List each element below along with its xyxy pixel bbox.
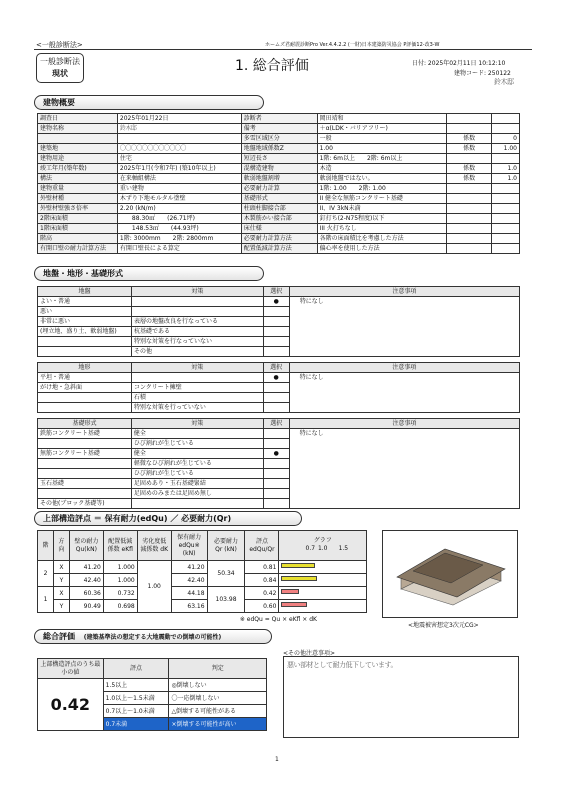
overview-label: 木製筋かい接合部 bbox=[241, 214, 317, 224]
overview-label: 建物用途 bbox=[38, 154, 118, 164]
cg-caption: <地震被害想定3次元CG> bbox=[408, 622, 479, 629]
overview-value: II、IV 3kN未満 bbox=[317, 204, 447, 214]
soil-row bbox=[38, 297, 520, 307]
section-overview: 建物概要 bbox=[34, 95, 264, 110]
graph-tick: 1.0 bbox=[317, 545, 328, 552]
foundation-header: 基礎形式 bbox=[38, 419, 132, 429]
eval-range: 0.7未満 bbox=[103, 718, 169, 731]
overview-row bbox=[38, 184, 520, 194]
score-qu: 41.20 bbox=[69, 561, 103, 574]
foundation-condition bbox=[38, 489, 132, 499]
overview-row bbox=[38, 244, 520, 254]
soil-note: 特になし bbox=[289, 297, 519, 357]
terrain-condition: 平坦・普通 bbox=[38, 373, 132, 383]
terrain-condition bbox=[38, 393, 132, 403]
foundation-select bbox=[263, 489, 289, 499]
overview-coef-label: 係数 bbox=[447, 164, 492, 174]
terrain-header: 地形 bbox=[38, 363, 132, 373]
score-header: 劣化度低減係数 dK bbox=[137, 531, 171, 561]
soil-select bbox=[263, 337, 289, 347]
foundation-measure: ひび割れが生じている bbox=[131, 469, 263, 479]
overview-label: 多雪区域区分 bbox=[241, 134, 317, 144]
overview-coef-label: 係数 bbox=[447, 134, 492, 144]
soil-measure bbox=[131, 307, 263, 317]
eval-range: 1.5以上 bbox=[103, 679, 169, 692]
foundation-condition bbox=[38, 439, 132, 449]
other-notes-title: <その他注意事項> bbox=[283, 650, 336, 657]
score-graph bbox=[279, 587, 367, 600]
method-badge bbox=[36, 53, 84, 83]
score-edqu: 44.18 bbox=[171, 587, 207, 600]
min-label: 上部構造評点のうち最小の値 bbox=[38, 659, 104, 679]
overview-coef-value bbox=[492, 214, 520, 224]
score-bar bbox=[281, 563, 315, 568]
foundation-condition: 鉄筋コンクリート基礎 bbox=[38, 429, 132, 439]
score-floor: 2 bbox=[38, 561, 54, 587]
overview-label: 配置低減計算方法 bbox=[241, 244, 317, 254]
terrain-select-header: 選択 bbox=[263, 363, 289, 373]
overview-value: 住宅 bbox=[117, 154, 241, 164]
terrain-row bbox=[38, 373, 520, 383]
eval-title: 総合評価 bbox=[43, 632, 75, 641]
overview-coef-label bbox=[447, 114, 492, 124]
overview-label: 必要耐力計算 bbox=[241, 184, 317, 194]
soil-measure: 杭基礎である bbox=[131, 327, 263, 337]
score-header: 配置低減係数 eKfl bbox=[103, 531, 137, 561]
overview-value: 2.20 (kN/m) bbox=[117, 204, 241, 214]
score-floor: 1 bbox=[38, 587, 54, 613]
foundation-measure: 足固めあり・玉石基礎緊結 bbox=[131, 479, 263, 489]
foundation-note: 特になし bbox=[289, 429, 519, 509]
section-score: 上部構造評点 ＝ 保有耐力(edQu) ／ 必要耐力(Qr) bbox=[34, 511, 302, 526]
overview-coef-value bbox=[492, 224, 520, 234]
score-qu: 42.40 bbox=[69, 574, 103, 587]
foundation-select bbox=[263, 479, 289, 489]
foundation-table bbox=[37, 418, 520, 509]
ground-table-wrap bbox=[37, 286, 520, 509]
soil-condition bbox=[38, 337, 132, 347]
overview-row bbox=[38, 204, 520, 214]
soil-select bbox=[263, 347, 289, 357]
date-label: 日付: 2025年02月11日 10:12:10 bbox=[412, 60, 506, 67]
eval-subtitle: (建築基準法の想定する大地震動での倒壊の可能性) bbox=[83, 634, 222, 641]
terrain-measure: コンクリート擁壁 bbox=[131, 383, 263, 393]
overview-coef-value bbox=[492, 194, 520, 204]
soil-measure-header: 対策 bbox=[131, 287, 263, 297]
score-bar bbox=[281, 589, 299, 594]
overview-label bbox=[38, 134, 118, 144]
terrain-measure bbox=[131, 373, 263, 383]
other-notes-text: 悪い部材として耐力低下しています。 bbox=[287, 661, 397, 669]
score-header: 方向 bbox=[53, 531, 69, 561]
foundation-measure: ひび割れが生じている bbox=[131, 439, 263, 449]
score-qr: 50.34 bbox=[207, 561, 245, 587]
3d-cg-image bbox=[382, 530, 518, 618]
soil-select bbox=[263, 327, 289, 337]
soil-condition bbox=[38, 347, 132, 357]
overview-coef-label bbox=[447, 244, 492, 254]
score-qr: 103.98 bbox=[207, 587, 245, 613]
overview-label: 1階床面積 bbox=[38, 224, 118, 234]
foundation-row bbox=[38, 429, 520, 439]
score-row bbox=[38, 561, 367, 574]
score-graph bbox=[279, 600, 367, 613]
terrain-measure: 石積 bbox=[131, 393, 263, 403]
overview-row bbox=[38, 154, 520, 164]
overview-value: 1階: 1.00 2階: 1.00 bbox=[317, 184, 447, 194]
overview-label: 必要耐力計算方法 bbox=[241, 234, 317, 244]
overview-value: 在来軸組構法 bbox=[117, 174, 241, 184]
foundation-select bbox=[263, 469, 289, 479]
overview-row bbox=[38, 224, 520, 234]
building-code: 建物コード: 250122 bbox=[454, 70, 511, 77]
eval-table bbox=[37, 658, 267, 731]
score-value: 0.84 bbox=[245, 574, 279, 587]
score-qu: 60.36 bbox=[69, 587, 103, 600]
score-edqu: 63.16 bbox=[171, 600, 207, 613]
soil-select: ● bbox=[263, 297, 289, 307]
foundation-condition bbox=[38, 469, 132, 479]
soil-select bbox=[263, 307, 289, 317]
foundation-select bbox=[263, 429, 289, 439]
overview-coef-label bbox=[447, 224, 492, 234]
score-row bbox=[38, 587, 367, 600]
overview-label: 軟弱地盤割増 bbox=[241, 174, 317, 184]
terrain-select bbox=[263, 403, 289, 413]
overview-row bbox=[38, 124, 520, 134]
overview-coef-value bbox=[492, 234, 520, 244]
score-dir: Y bbox=[53, 600, 69, 613]
overview-value: 有開口壁長による算定 bbox=[117, 244, 241, 254]
overview-row bbox=[38, 164, 520, 174]
overview-value: 2025年1月(令和7年) (築10年以上) bbox=[117, 164, 241, 174]
overview-label: 竣工年月(築年数) bbox=[38, 164, 118, 174]
eval-judge: 〇一応倒壊しない bbox=[169, 692, 267, 705]
foundation-condition: 無筋コンクリート基礎 bbox=[38, 449, 132, 459]
score-graph bbox=[279, 561, 367, 574]
software-label: ホームズ君耐震診断Pro Ver.4.4.2.2 (一財)日本建築防災協会 P評価12-改3-W bbox=[265, 42, 440, 48]
foundation-measure bbox=[131, 499, 263, 509]
soil-condition: 悪い bbox=[38, 307, 132, 317]
score-ekfl: 1.000 bbox=[103, 574, 137, 587]
soil-select-header: 選択 bbox=[263, 287, 289, 297]
soil-measure bbox=[131, 297, 263, 307]
score-value: 0.60 bbox=[245, 600, 279, 613]
eval-judge: ◎倒壊しない bbox=[169, 679, 267, 692]
terrain-measure: 特別な対策を行っていない bbox=[131, 403, 263, 413]
eval-row bbox=[38, 679, 267, 692]
score-ekfl: 1.000 bbox=[103, 561, 137, 574]
overview-value: 2025年01月22日 bbox=[117, 114, 241, 124]
foundation-measure-header: 対策 bbox=[131, 419, 263, 429]
graph-tick: 1.5 bbox=[338, 545, 349, 552]
overview-coef-label bbox=[447, 214, 492, 224]
section-ground: 地盤・地形・基礎形式 bbox=[34, 266, 264, 281]
overview-row bbox=[38, 174, 520, 184]
overview-label: 地盤地域係数Z bbox=[241, 144, 317, 154]
overview-value: II 健全な無筋コンクリート基礎 bbox=[317, 194, 447, 204]
soil-measure: その他 bbox=[131, 347, 263, 357]
overview-label: 構法 bbox=[38, 174, 118, 184]
soil-condition: よい・普通 bbox=[38, 297, 132, 307]
overview-value: 重い建物 bbox=[117, 184, 241, 194]
overview-value bbox=[117, 134, 241, 144]
foundation-measure: 健全 bbox=[131, 449, 263, 459]
terrain-select: ● bbox=[263, 373, 289, 383]
overview-value: 釘打ち(2-N75程度)以下 bbox=[317, 214, 447, 224]
score-dir: X bbox=[53, 561, 69, 574]
overview-label: 混構造建物 bbox=[241, 164, 317, 174]
score-graph bbox=[279, 574, 367, 587]
overview-value: 148.53㎡ (44.93坪) bbox=[117, 224, 241, 234]
overview-value: 岡田靖和 bbox=[317, 114, 447, 124]
overview-value: 1階: 6m以上 2階: 6m以上 bbox=[317, 154, 447, 164]
overview-value: 〇〇〇〇〇〇〇〇〇〇〇〇 bbox=[117, 144, 241, 154]
overview-coef-label bbox=[447, 234, 492, 244]
overview-value: 木ずり下地モルタル塗壁 bbox=[117, 194, 241, 204]
overview-value: 軟弱地盤ではない。 bbox=[317, 174, 447, 184]
score-bar bbox=[281, 576, 316, 581]
foundation-select bbox=[263, 439, 289, 449]
overview-value: III 火打ちなし bbox=[317, 224, 447, 234]
foundation-measure: 足固めのみまたは足固め無し bbox=[131, 489, 263, 499]
overview-label: 調査日 bbox=[38, 114, 118, 124]
overview-row bbox=[38, 194, 520, 204]
overview-coef-value: 1.0 bbox=[492, 164, 520, 174]
overview-label: 外壁材壁強さ倍率 bbox=[38, 204, 118, 214]
graph-tick: 0.7 bbox=[305, 545, 316, 552]
overview-coef-value bbox=[492, 114, 520, 124]
overview-table bbox=[37, 113, 520, 254]
overview-value: 各階の床面積比を考慮した方法 bbox=[317, 234, 447, 244]
overview-label: 床仕様 bbox=[241, 224, 317, 234]
eval-table-wrap bbox=[37, 658, 267, 731]
terrain-table bbox=[37, 362, 520, 413]
overview-value: 88.30㎡ (26.71坪) bbox=[117, 214, 241, 224]
section-eval bbox=[34, 629, 272, 644]
overview-coef-label bbox=[447, 124, 492, 134]
overview-label: 診断者 bbox=[241, 114, 317, 124]
overview-label: 建築地 bbox=[38, 144, 118, 154]
overview-label: 有開口壁の耐力計算方法 bbox=[38, 244, 118, 254]
soil-condition: 非常に悪い bbox=[38, 317, 132, 327]
overview-value: 1.00 bbox=[317, 144, 447, 154]
terrain-condition bbox=[38, 403, 132, 413]
overview-label: 基礎形式 bbox=[241, 194, 317, 204]
overview-coef-label bbox=[447, 184, 492, 194]
page-title: 1. 総合評価 bbox=[235, 58, 309, 74]
score-bar bbox=[281, 602, 306, 607]
overview-label: 外壁材種 bbox=[38, 194, 118, 204]
score-row bbox=[38, 600, 367, 613]
overview-table-wrap bbox=[37, 113, 520, 254]
graph-title: グラフ bbox=[313, 537, 332, 544]
score-header: 階 bbox=[38, 531, 54, 561]
score-edqu: 42.40 bbox=[171, 574, 207, 587]
overview-row bbox=[38, 234, 520, 244]
overview-value: 1階: 3000mm 2階: 2800mm bbox=[117, 234, 241, 244]
overview-row bbox=[38, 134, 520, 144]
score-table-wrap bbox=[37, 530, 367, 623]
foundation-measure: 軽微なひび割れが生じている bbox=[131, 459, 263, 469]
overview-label: 建物名称 bbox=[38, 124, 118, 134]
score-header: 壁の耐力 Qu(kN) bbox=[69, 531, 103, 561]
soil-note-header: 注意事項 bbox=[289, 287, 519, 297]
foundation-select bbox=[263, 499, 289, 509]
overview-coef-label: 係数 bbox=[447, 144, 492, 154]
page-number: 1 bbox=[275, 756, 279, 763]
other-notes-box bbox=[283, 656, 519, 738]
overview-value: 一般 bbox=[317, 134, 447, 144]
overview-coef-value: 0 bbox=[492, 134, 520, 144]
score-formula: ※ edQu = Qu × eKfl × dK bbox=[239, 616, 317, 623]
terrain-measure-header: 対策 bbox=[131, 363, 263, 373]
eval-judge-header: 判定 bbox=[169, 659, 267, 679]
eval-score-header: 評点 bbox=[103, 659, 169, 679]
overview-label: 短辺長さ bbox=[241, 154, 317, 164]
category-label: <一般診断法> bbox=[36, 41, 83, 49]
overview-label: 階高 bbox=[38, 234, 118, 244]
score-value: 0.81 bbox=[245, 561, 279, 574]
overview-coef-value bbox=[492, 124, 520, 134]
foundation-condition: その他(ブロック基礎等) bbox=[38, 499, 132, 509]
score-ekfl: 0.698 bbox=[103, 600, 137, 613]
overview-value: 鈴木邸 bbox=[117, 124, 241, 134]
foundation-select-header: 選択 bbox=[263, 419, 289, 429]
overview-label: 建物重量 bbox=[38, 184, 118, 194]
overview-row bbox=[38, 144, 520, 154]
soil-condition: (埋立地、盛り土、軟弱地盤) bbox=[38, 327, 132, 337]
overview-coef-value bbox=[492, 154, 520, 164]
score-header: 評点 edQu/Qr bbox=[245, 531, 279, 561]
overview-coef-label bbox=[447, 154, 492, 164]
owner-name: 鈴木邸 bbox=[494, 78, 514, 86]
method-state: 現状 bbox=[52, 69, 68, 78]
score-header bbox=[279, 531, 367, 561]
overview-value: ＋α(LDK・バリアフリー) bbox=[317, 124, 447, 134]
overview-label: 備考 bbox=[241, 124, 317, 134]
terrain-select bbox=[263, 383, 289, 393]
soil-table bbox=[37, 286, 520, 357]
score-header: 必要耐力 Qr (kN) bbox=[207, 531, 245, 561]
foundation-select bbox=[263, 459, 289, 469]
header-rule bbox=[34, 49, 532, 50]
foundation-condition: 玉石基礎 bbox=[38, 479, 132, 489]
eval-judge: ×倒壊する可能性が高い bbox=[169, 718, 267, 731]
eval-range: 1.0以上～1.5未満 bbox=[103, 692, 169, 705]
overview-label: 柱頭柱脚接合部 bbox=[241, 204, 317, 214]
overview-value: 偏心率を使用した方法 bbox=[317, 244, 447, 254]
overview-coef-value: 1.0 bbox=[492, 174, 520, 184]
method-label: 一般診断法 bbox=[40, 57, 80, 66]
overview-coef-value: 1.00 bbox=[492, 144, 520, 154]
overview-row bbox=[38, 114, 520, 124]
soil-measure: 特別な対策を行なっていない bbox=[131, 337, 263, 347]
foundation-condition bbox=[38, 459, 132, 469]
soil-header: 地盤 bbox=[38, 287, 132, 297]
score-header: 保有耐力 edQu※ (kN) bbox=[171, 531, 207, 561]
score-table bbox=[37, 530, 367, 613]
score-qu: 90.49 bbox=[69, 600, 103, 613]
foundation-select: ● bbox=[263, 449, 289, 459]
overview-label: 2階床面積 bbox=[38, 214, 118, 224]
terrain-condition: がけ地・急斜面 bbox=[38, 383, 132, 393]
score-value: 0.42 bbox=[245, 587, 279, 600]
soil-select bbox=[263, 317, 289, 327]
min-score-value: 0.42 bbox=[38, 679, 104, 731]
score-ekfl: 0.732 bbox=[103, 587, 137, 600]
terrain-note: 特になし bbox=[289, 373, 519, 413]
eval-range: 0.7以上～1.0未満 bbox=[103, 705, 169, 718]
terrain-select bbox=[263, 393, 289, 403]
overview-coef-label bbox=[447, 204, 492, 214]
overview-value: 木造 bbox=[317, 164, 447, 174]
eval-judge: △倒壊する可能性がある bbox=[169, 705, 267, 718]
overview-coef-value bbox=[492, 184, 520, 194]
score-edqu: 41.20 bbox=[171, 561, 207, 574]
overview-coef-value bbox=[492, 204, 520, 214]
foundation-measure: 健全 bbox=[131, 429, 263, 439]
overview-coef-value bbox=[492, 244, 520, 254]
terrain-note-header: 注意事項 bbox=[289, 363, 519, 373]
overview-coef-label: 係数 bbox=[447, 174, 492, 184]
overview-coef-label bbox=[447, 194, 492, 204]
score-dir: X bbox=[53, 587, 69, 600]
foundation-note-header: 注意事項 bbox=[289, 419, 519, 429]
score-dir: Y bbox=[53, 574, 69, 587]
overview-row bbox=[38, 214, 520, 224]
score-dk: 1.00 bbox=[137, 561, 171, 613]
soil-measure: 表層の地盤改良を行なっている bbox=[131, 317, 263, 327]
score-row bbox=[38, 574, 367, 587]
